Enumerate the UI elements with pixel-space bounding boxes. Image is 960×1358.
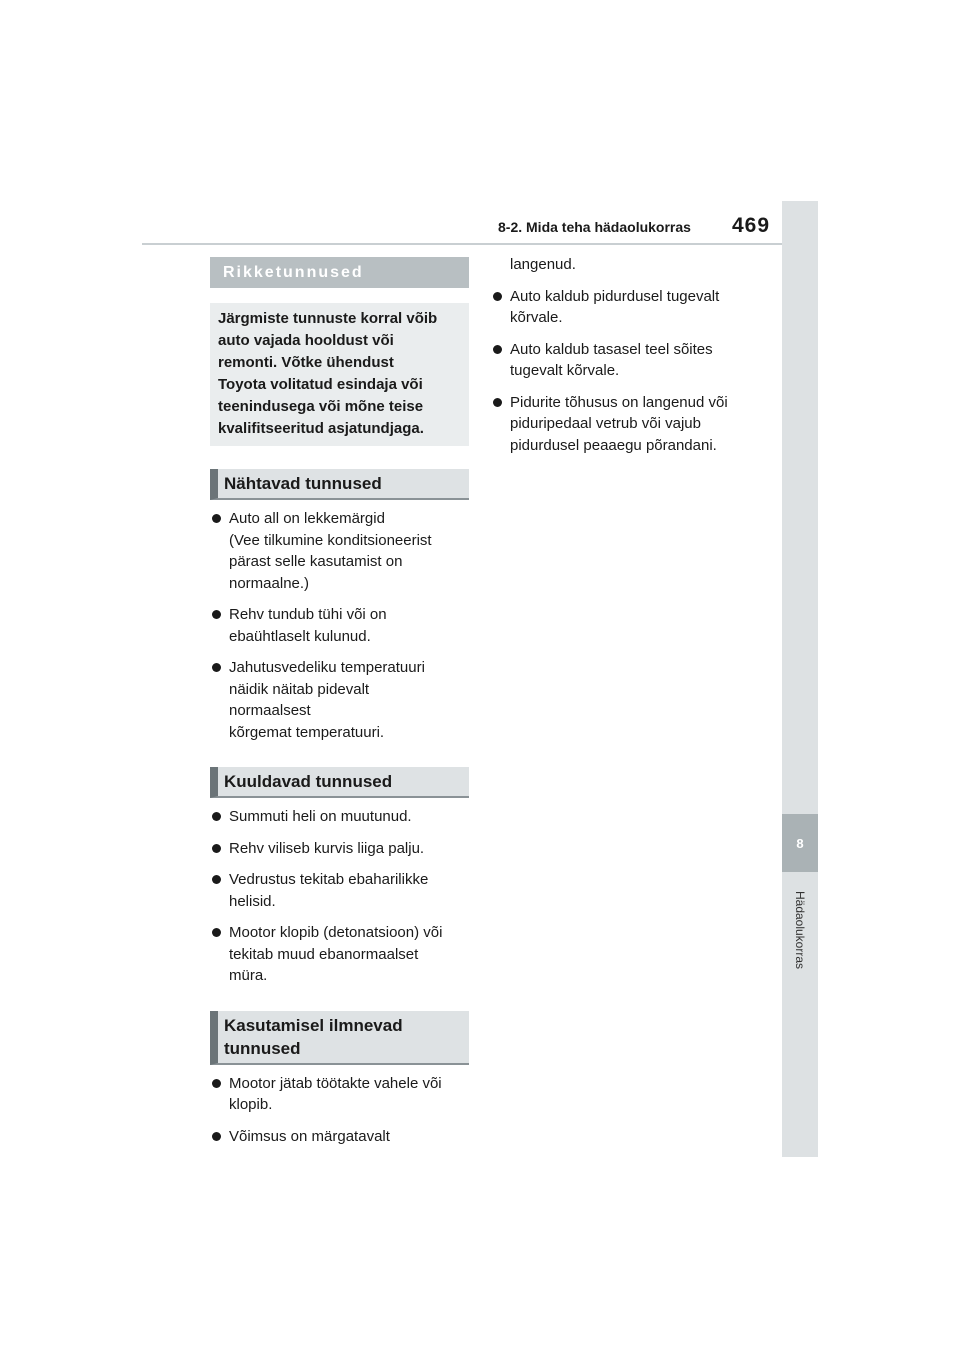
item-line: Mootor klopib (detonatsioon) või <box>229 924 443 941</box>
section-title: 8-2. Mida teha hädaolukorras <box>498 219 691 235</box>
item-line: kõrvale. <box>510 309 563 326</box>
right-column <box>491 254 761 466</box>
intro-line: Toyota volitatud esindaja või <box>218 376 423 393</box>
side-tab-strip <box>782 201 818 1157</box>
bullet-icon <box>212 844 221 853</box>
item-line: normaalsest <box>229 702 311 719</box>
list-item <box>491 392 761 457</box>
item-line: kõrgemat temperatuuri. <box>229 723 385 741</box>
bullet-icon <box>212 1132 221 1141</box>
bullet-icon <box>212 928 221 937</box>
bullet-icon <box>212 875 221 884</box>
heading-line: Nähtavad tunnused <box>224 474 382 493</box>
header-rule <box>142 243 782 245</box>
item-line: normaalne.) <box>229 574 310 592</box>
bullet-icon <box>212 1079 221 1088</box>
list-item <box>210 838 469 860</box>
continuation-text: langenud. <box>510 256 576 273</box>
item-line: ebaühtlaselt kulunud. <box>229 627 371 645</box>
intro-line: teenindusega või mõne teise <box>218 398 424 415</box>
intro-line: kvalifitseeritud asjatundjaga. <box>218 420 424 437</box>
chapter-label: Hädaolukorras <box>793 890 807 970</box>
list-item <box>210 869 469 912</box>
item-line: näidik näitab pidevalt <box>229 680 370 698</box>
visible-signs-list <box>210 508 469 743</box>
item-line: Võimsus on märgatavalt <box>229 1127 390 1145</box>
item-line: Auto all on lekkemärgid <box>229 510 385 527</box>
item-line: Pidurite tõhusus on langenud või <box>510 393 728 411</box>
bullet-icon <box>212 514 221 523</box>
bullet-icon <box>493 398 502 407</box>
item-line: pärast selle kasutamist on <box>229 553 403 570</box>
item-line: pidurdusel peaaegu põrandani. <box>510 436 717 454</box>
list-item <box>210 508 469 594</box>
list-item <box>210 657 469 743</box>
item-line: helisid. <box>229 892 276 910</box>
bullet-icon <box>212 663 221 672</box>
bullet-icon <box>212 812 221 821</box>
list-item <box>210 922 469 987</box>
item-line: Auto kaldub pidurdusel tugevalt <box>510 287 720 305</box>
item-line: piduripedaal vetrub või vajub <box>510 415 701 432</box>
bullet-icon <box>493 292 502 301</box>
heading-audible-signs <box>210 767 469 798</box>
bullet-icon <box>212 610 221 619</box>
box-intro <box>210 303 469 446</box>
item-line: Mootor jätab töötakte vahele või <box>229 1074 442 1092</box>
list-item <box>210 1073 469 1116</box>
item-line: Summuti heli on muutunud. <box>229 808 412 825</box>
heading-operational-signs <box>210 1011 469 1065</box>
item-line: Vedrustus tekitab ebaharilikke <box>229 871 429 888</box>
list-item <box>491 286 761 329</box>
item-line: Auto kaldub tasasel teel sõites <box>510 340 713 358</box>
intro-line: remonti. Võtke ühendust <box>218 354 394 371</box>
list-item <box>210 806 469 828</box>
list-item <box>210 604 469 647</box>
page-number: 469 <box>732 214 771 237</box>
item-line: müra. <box>229 967 268 984</box>
item-line: tekitab muud ebanormaalset <box>229 945 419 963</box>
item-line: klopib. <box>229 1096 273 1113</box>
operational-signs-list-continued <box>491 286 761 457</box>
intro-line: Järgmiste tunnuste korral võib <box>218 310 438 327</box>
item-line: tugevalt kõrvale. <box>510 362 620 379</box>
heading-visible-signs <box>210 469 469 500</box>
list-item <box>491 339 761 382</box>
heading-line: tunnused <box>224 1038 301 1058</box>
operational-signs-list <box>210 1073 469 1148</box>
heading-line: Kasutamisel ilmnevad <box>224 1015 403 1035</box>
left-column <box>210 257 469 1157</box>
audible-signs-list <box>210 806 469 987</box>
intro-line: auto vajada hooldust või <box>218 332 394 349</box>
box-title: Rikketunnused <box>210 257 469 288</box>
list-item <box>210 1126 469 1148</box>
item-line: Jahutusvedeliku temperatuuri <box>229 659 425 676</box>
heading-line: Kuuldavad tunnused <box>224 772 393 791</box>
item-line: Rehv viliseb kurvis liiga palju. <box>229 839 425 857</box>
item-line: (Vee tilkumine konditsioneerist <box>229 531 432 549</box>
item-line: Rehv tundub tühi või on <box>229 606 387 623</box>
bullet-icon <box>493 345 502 354</box>
chapter-number-tab: 8 <box>782 814 818 872</box>
